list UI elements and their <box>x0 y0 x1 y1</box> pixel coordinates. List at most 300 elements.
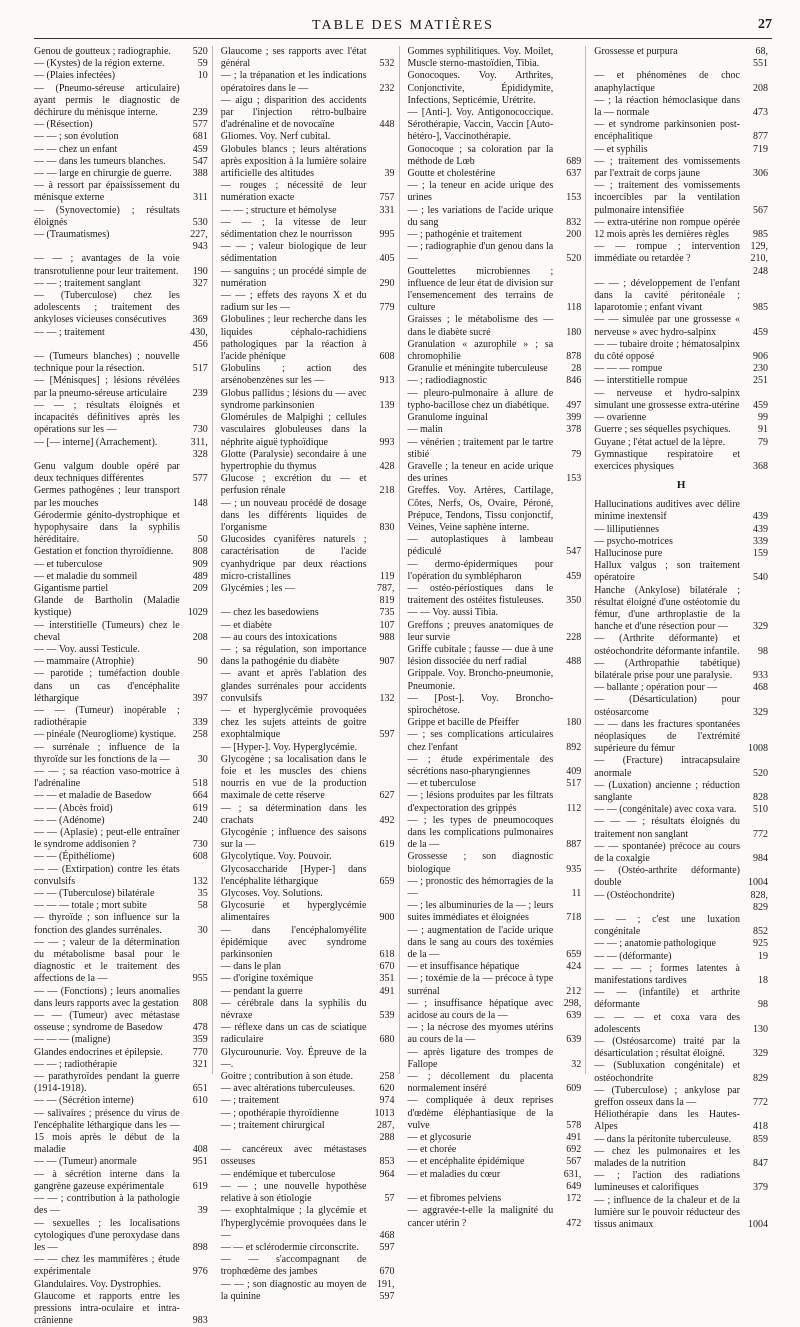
entry-text: — — ; valeur de la détermination du métabolisme basal pour le diagnostic et le traitement des affections de la — <box>34 936 180 985</box>
entry-text: — ; sa détermination dans les crachats <box>220 802 367 826</box>
index-entry <box>408 205 582 229</box>
index-entry <box>221 986 395 998</box>
index-entry <box>221 668 395 705</box>
entry-text: — ; décollement du placenta normalement inséré <box>407 1071 554 1095</box>
entry-text: — ; ses complications articulaires chez l'enfant <box>407 729 554 753</box>
entry-text: — cérébrale dans la syphilis du névraxe <box>220 997 367 1022</box>
entry-text: — cancéreux avec métastases osseuses <box>220 1144 367 1168</box>
index-entry <box>221 961 395 973</box>
entry-page-number: 520 <box>753 767 768 779</box>
entry-text: — — — (maligne) <box>34 1034 111 1046</box>
entry-text: Glande de Bartholin (Maladie kystique) <box>34 595 180 619</box>
index-entry <box>34 1193 208 1217</box>
index-entry <box>594 865 768 889</box>
entry-text: — chez les pulmonaires et les malades de la nutrition <box>594 1145 740 1170</box>
entry-text: — (Arthrite déformante) et ostéochondrite déformante infantile. <box>594 633 740 657</box>
entry-page-number: 399 <box>566 412 582 424</box>
entry-page-number: 153 <box>566 192 582 204</box>
entry-text: — psycho-motrices <box>594 535 673 547</box>
entry-text: — et fibromes pelviens <box>407 1193 502 1205</box>
entry-page-number: 995 <box>379 229 395 241</box>
entry-page-number: 1013 <box>374 1107 395 1119</box>
entry-page-number: 79 <box>758 436 768 448</box>
entry-text: — ; la réaction hémoclasique dans la — normale <box>594 94 740 119</box>
entry-text: — ; les albuminuries de la — ; leurs suites immédiates et éloignées <box>407 900 554 924</box>
entry-text: Granulome inguinal <box>407 412 488 424</box>
entry-text: — et syndrome parkinsonien post-encéphalitique <box>594 119 740 143</box>
entry-text: — lilliputiennes <box>594 523 659 535</box>
index-entry <box>594 719 768 756</box>
index-entry <box>34 827 208 851</box>
index-entry <box>594 437 768 449</box>
index-entry <box>408 668 582 692</box>
index-entry <box>408 437 582 461</box>
index-entry <box>408 1047 582 1071</box>
entry-page-number: 491 <box>379 985 395 997</box>
entry-page-number: 339 <box>192 717 208 729</box>
entry-text: — et tuberculose <box>407 778 476 790</box>
index-entry <box>221 803 395 827</box>
entry-text: — thyroïde ; son influence sur la fonction des glandes surrénales. <box>34 912 180 936</box>
index-entry <box>221 1022 395 1046</box>
entry-page-number: 19 <box>758 950 768 962</box>
entry-text: — — tubaire droite ; hématosalpinx du côté opposé <box>594 338 740 363</box>
entry-page-number: 339 <box>753 535 768 547</box>
entry-page-number: 830 <box>379 521 395 533</box>
index-entry <box>221 180 395 204</box>
entry-text: Glaucome et rapports entre les pressions intra-oculaire et intra-crânienne <box>34 1290 180 1327</box>
index-entry <box>34 58 208 70</box>
entry-text: Glycosaccharide [Hyper-] dans l'encéphalite léthargique <box>220 863 367 887</box>
entry-page-number: 779 <box>379 302 395 314</box>
index-entry <box>408 790 582 814</box>
index-entry <box>408 180 582 204</box>
index-entry <box>34 229 208 253</box>
index-entry <box>34 1059 208 1071</box>
entry-text: — ; la teneur en acide urique des urines <box>407 180 554 204</box>
entry-text: — — simulée par une grossesse « nerveuse » avec hydro-salpinx <box>594 314 740 338</box>
index-entry <box>594 816 768 840</box>
entry-page-number: 619 <box>192 802 208 814</box>
entry-page-number: 329 <box>753 621 768 633</box>
index-column-3 <box>407 46 587 1229</box>
entry-page-number: 472 <box>566 1217 582 1229</box>
entry-text: — et maladie du sommeil <box>34 570 138 582</box>
index-entry <box>221 742 395 754</box>
entry-text: — et hyperglycémie provoquées chez les sujets atteints de goitre exophtalmique <box>220 704 367 741</box>
entry-page-number: 439 <box>753 523 768 535</box>
entry-page-number: 853 <box>379 1156 395 1168</box>
index-entry <box>34 595 208 619</box>
entry-text: — (Subluxation congénitale) et ostéochondrite <box>594 1060 740 1084</box>
index-entry <box>594 548 768 560</box>
entry-text: Gommes syphilitiques. Voy. Moilet, Muscle sterno-mastoïdien, Tibia. <box>407 46 554 70</box>
entry-page-number: 39 <box>197 1205 208 1217</box>
entry-text: — — ; valeur biologique de leur sédimentation <box>220 241 367 265</box>
entry-text: Gravelle ; la teneur en acide urique des urines <box>407 460 554 485</box>
entry-text: — — ; sa réaction vaso-motrice à l'adrénaline <box>34 765 180 790</box>
index-entry <box>34 766 208 790</box>
index-entry <box>34 1169 208 1193</box>
entry-text: Globulines ; leur recherche dans les liquides céphalo-rachidiens pathologiques par la réaction à l'acide phénique <box>220 314 367 363</box>
entry-text: — ; traitement des vomissements par l'extrait de corps jaune <box>594 155 740 180</box>
entry-text: — ; traitement des vomissements incoercibles par la ventilation pulmonaire intensifiée <box>594 180 740 216</box>
index-entry <box>221 705 395 742</box>
entry-page-number: 119 <box>379 570 395 582</box>
entry-text: — — (Fonctions) ; leurs anomalies dans leurs rapports avec la gestation <box>34 985 180 1009</box>
entry-text: — — ; développement de l'enfant dans la cavité péritonéale ; laparotomie ; enfant vivant <box>594 277 740 314</box>
entry-page-number: 517 <box>566 778 582 790</box>
entry-text: — chez les basedowiens <box>220 607 319 619</box>
index-entry <box>34 742 208 766</box>
index-entry <box>594 180 768 217</box>
index-entry <box>594 560 768 584</box>
index-entry <box>221 1108 395 1120</box>
index-entry <box>34 1291 208 1327</box>
entry-text: — (Résection) <box>34 119 93 131</box>
entry-page-number: 18 <box>758 975 768 987</box>
entry-text: Hallucinose pure <box>594 547 663 559</box>
entry-text: Glandes endocrines et épilepsie. <box>34 1046 163 1058</box>
entry-text: — malin <box>407 424 443 436</box>
entry-text: — — — et coxa vara des adolescents <box>594 1011 740 1035</box>
index-entry <box>408 620 582 644</box>
entry-text: — parathyroïdes pendant la guerre (1914-1918). <box>34 1071 180 1095</box>
entry-page-number: 329 <box>753 1048 768 1060</box>
entry-text: Hallucinations auditives avec délire minime inextensif <box>594 499 740 523</box>
index-entry <box>408 973 582 997</box>
entry-page-number: 772 <box>753 1097 768 1109</box>
entry-page-number: 829 <box>753 1072 768 1084</box>
entry-text: — (Tumeurs blanches) ; nouvelle technique pour la résection. <box>34 351 180 375</box>
entry-text: — compliquée à deux reprises d'œdème éléphantiasique de la vulve <box>407 1095 554 1131</box>
entry-text: — ; toxémie de la — précoce à type surrénal <box>407 973 554 997</box>
index-entry <box>221 363 395 387</box>
entry-page-number: 107 <box>379 619 395 631</box>
entry-page-number: 39 <box>384 168 395 180</box>
entry-text: — dans le plan <box>220 961 282 973</box>
entry-text: — — ; résultats éloignés et incapacités définitives après les opérations sur les — <box>34 399 180 436</box>
index-entry <box>221 70 395 94</box>
index-entry <box>594 449 768 473</box>
index-entry <box>221 412 395 449</box>
entry-text: — ; l'action des radiations lumineuses et calorifiques <box>594 1170 740 1194</box>
index-entry <box>408 485 582 534</box>
entry-text: — et syphilis <box>594 143 648 155</box>
entry-page-number: 852 <box>753 926 768 938</box>
index-entry <box>594 278 768 315</box>
entry-text: — — (Adénome) <box>34 814 105 826</box>
entry-text: Globus pallidus ; lésions du — avec syndrome parkinsonien <box>220 387 367 411</box>
entry-page-number: 424 <box>566 961 582 973</box>
entry-text: — endémique et tuberculose <box>220 1168 336 1180</box>
running-title: TABLE DES MATIÈRES <box>312 18 494 33</box>
index-entry <box>408 607 582 619</box>
entry-text: Glandulaires. Voy. Dystrophies. <box>34 1278 162 1290</box>
index-entry <box>408 534 582 558</box>
entry-page-number: 909 <box>192 558 208 570</box>
entry-page-number: 670 <box>379 1266 395 1278</box>
entry-page-number: 631, 649 <box>563 1168 582 1192</box>
index-entry <box>408 461 582 485</box>
entry-page-number: 808 <box>192 546 208 558</box>
entry-text: Graisses ; le métabolisme des — dans le diabète sucré <box>407 314 554 338</box>
index-entry <box>34 803 208 815</box>
entry-page-number: 608 <box>192 851 208 863</box>
entry-text: — ; la trépanation et les indications opératoires dans le — <box>220 70 367 94</box>
index-entry <box>594 241 768 278</box>
entry-text: Glycoses. Voy. Solutions. <box>220 888 323 900</box>
index-entry <box>221 266 395 290</box>
entry-text: — salivaires ; présence du virus de l'encéphalite léthargique dans les — 15 mois après le début de la maladie <box>34 1107 180 1156</box>
entry-text: — (Tuberculose) ; ankylose par greffon osseux dans la — <box>594 1084 740 1109</box>
entry-text: — ; lésions produites par les filtrats d'expectoration des grippés <box>407 790 554 814</box>
index-entry <box>594 536 768 548</box>
index-entry <box>34 375 208 399</box>
index-entry <box>34 900 208 912</box>
index-entry <box>408 241 582 265</box>
index-entry <box>34 485 208 509</box>
index-entry <box>34 583 208 595</box>
entry-page-number: 540 <box>753 572 768 584</box>
index-entry <box>221 1279 395 1303</box>
entry-text: — — chez un enfant <box>34 143 118 155</box>
index-entry <box>408 46 582 70</box>
index-entry <box>408 375 582 387</box>
entry-text: — (Synovectomie) ; résultats éloignés <box>34 204 180 228</box>
index-entry <box>594 987 768 1011</box>
index-entry <box>34 1095 208 1107</box>
entry-text: — ; étude expérimentale des sécrétions naso-pharyngiennes <box>407 753 554 777</box>
index-entry <box>34 1254 208 1278</box>
entry-page-number: 132 <box>379 692 395 704</box>
entry-page-number: 608 <box>379 351 395 363</box>
entry-page-number: 159 <box>753 547 768 559</box>
entry-text: Glucose ; excrétion du — et perfusion rénale <box>220 473 367 497</box>
entry-text: — (Désarticulation) pour ostéosarcome <box>594 694 740 718</box>
entry-page-number: 976 <box>192 1266 208 1278</box>
entry-text: — (Pneumo-séreuse articulaire) ayant permis le diagnostic de déchirure du ménisque interne. <box>34 82 180 119</box>
entry-page-number: 925 <box>753 938 768 950</box>
entry-text: — et tuberculose <box>34 558 103 570</box>
entry-page-number: 329 <box>753 706 768 718</box>
index-entry <box>34 83 208 120</box>
entry-text: — (Ostéosarcome) traité par la désarticulation ; résultat éloigné. <box>594 1036 740 1060</box>
index-entry <box>408 998 582 1022</box>
index-entry <box>221 607 395 619</box>
entry-text: Granulation « azurophile » ; sa chromophilie <box>407 338 554 363</box>
index-entry <box>34 180 208 204</box>
entry-text: Glycosurie et hyperglycémie alimentaires <box>220 900 367 924</box>
entry-page-number: 473 <box>753 107 768 119</box>
entry-page-number: 153 <box>566 473 582 485</box>
index-entry <box>34 986 208 1010</box>
entry-page-number: 847 <box>753 1158 768 1170</box>
index-entry <box>408 1169 582 1193</box>
index-entry <box>221 217 395 241</box>
index-entry <box>408 412 582 424</box>
index-entry <box>221 620 395 632</box>
entry-text: Gymnastique respiratoire et exercices physiques <box>594 448 740 472</box>
index-entry <box>594 375 768 387</box>
entry-text: — et maladies du cœur <box>407 1168 501 1180</box>
index-entry <box>408 363 582 375</box>
entry-page-number: 50 <box>197 534 208 546</box>
entry-text: — avec altérations tuberculeuses. <box>220 1083 356 1095</box>
index-entry <box>408 693 582 717</box>
entry-text: — pleuro-pulmonaire à allure de typho-bacillose chez un diabétique. <box>407 387 554 411</box>
index-entry <box>34 510 208 547</box>
section-letter-heading: H <box>676 479 686 492</box>
entry-text: — ballante ; opération pour — <box>594 682 718 694</box>
entry-text: — — ; contribution à la pathologie des — <box>34 1193 180 1217</box>
index-entry <box>594 1012 768 1036</box>
entry-page-number: 610 <box>192 1095 208 1107</box>
entry-text: — — — ; formes latentes à manifestations tardives <box>594 962 740 987</box>
entry-page-number: 448 <box>379 119 395 131</box>
entry-text: — — large en chirurgie de guerre. <box>34 168 172 180</box>
entry-text: — ; opothérapie thyroïdienne <box>220 1107 339 1119</box>
index-entry <box>221 925 395 962</box>
index-entry <box>408 778 582 790</box>
index-entry <box>594 1109 768 1133</box>
entry-text: Grossesse et purpura <box>594 46 678 57</box>
entry-page-number: 681 <box>192 131 208 143</box>
entry-page-number: 430, 456 <box>190 326 208 350</box>
entry-text: Germes pathogènes ; leur transport par les mouches <box>34 485 180 509</box>
index-entry <box>221 1205 395 1242</box>
entry-page-number: 985 <box>753 302 768 314</box>
entry-text: Glotte (Paralysie) secondaire à une hypertrophie du thymus <box>220 448 367 472</box>
entry-page-number: 680 <box>379 1034 395 1046</box>
entry-text: Greffes. Voy. Artères, Cartilage, Côtes, Nerfs, Os, Ovaire, Péroné, Prépuce, Tendons, Tissu conjonctif, Veines, Veine saphène interne. <box>407 485 554 533</box>
entry-text: — [Post-]. Voy. Broncho-spirochétose. <box>407 692 554 716</box>
index-entry <box>34 571 208 583</box>
entry-text: Guyane ; l'état actuel de la lèpre. <box>594 436 726 448</box>
entry-page-number: 547 <box>566 546 582 558</box>
index-entry <box>34 1279 208 1291</box>
index-entry <box>34 1108 208 1157</box>
entry-text: — — ; son évolution <box>34 131 119 143</box>
entry-page-number: 331 <box>379 204 395 216</box>
entry-page-number: 298, 639 <box>563 997 582 1022</box>
entry-text: Grippale. Voy. Broncho-pneumonie, Pneumonie. <box>407 668 554 692</box>
entry-page-number: 468 <box>753 682 768 694</box>
entry-text: — ; radiographie d'un genou dans la — <box>407 241 554 265</box>
entry-page-number: 670 <box>379 961 395 973</box>
entry-text: — réflexe dans un cas de sciatique radiculaire <box>220 1022 367 1046</box>
index-entry <box>594 217 768 241</box>
index-entry <box>594 388 768 412</box>
entry-page-number: 659 <box>566 949 582 961</box>
entry-page-number: 993 <box>379 436 395 448</box>
entry-page-number: 90 <box>197 656 208 668</box>
entry-page-number: 578 <box>566 1119 582 1131</box>
index-entry <box>34 400 208 437</box>
entry-page-number: 517 <box>192 363 208 375</box>
entry-text: — — (congénitale) avec coxa vara. <box>594 804 737 816</box>
entry-text: — — ; une nouvelle hypothèse relative à son étiologie <box>220 1180 367 1205</box>
entry-page-number: 757 <box>379 192 395 204</box>
entry-text: — — (Sécrétion interne) <box>34 1095 134 1107</box>
entry-page-number: 808 <box>192 997 208 1009</box>
entry-page-number: 520 <box>566 253 582 265</box>
index-entry <box>221 46 395 70</box>
entry-text: Globulins ; action des arsénobenzènes sur les — <box>220 363 367 387</box>
index-entry <box>221 1120 395 1144</box>
entry-page-number: 846 <box>566 375 582 387</box>
entry-page-number: 719 <box>753 143 768 155</box>
entry-page-number: 828, 829 <box>750 889 768 913</box>
entry-page-number: 892 <box>566 741 582 753</box>
entry-page-number: 129, 210, 248 <box>750 241 768 277</box>
index-entry <box>34 851 208 863</box>
entry-text: Glaucome ; ses rapports avec l'état général <box>220 46 367 70</box>
entry-page-number: 609 <box>566 1083 582 1095</box>
entry-text: — ; la nécrose des myomes utérins au cours de la — <box>407 1022 554 1046</box>
index-entry <box>34 70 208 82</box>
index-entry <box>34 1034 208 1046</box>
index-entry <box>594 890 768 914</box>
entry-text: — (Tuberculose) chez les adolescents ; traitement des ankyloses vicieuses consécutives <box>34 290 180 326</box>
entry-page-number: 368 <box>753 460 768 472</box>
index-entry <box>221 1095 395 1107</box>
index-entry <box>34 290 208 327</box>
index-entry <box>408 144 582 168</box>
entry-page-number: 618 <box>379 949 395 961</box>
entry-text: — ; traitement chirurgical <box>220 1119 325 1131</box>
entry-text: Gérodermie génito-dystrophique et hypophysaire dans la syphilis héréditaire. <box>34 509 180 546</box>
index-entry <box>34 668 208 705</box>
index-entry <box>594 1146 768 1170</box>
index-entry <box>408 900 582 924</box>
index-entry <box>34 559 208 571</box>
entry-text: — à sécrétion interne dans la gangrène gazeuse expérimentale <box>34 1168 180 1192</box>
entry-text: Globules blancs ; leurs altérations après exposition à la lumière solaire artificielle des altitudes <box>220 143 367 180</box>
index-entry <box>408 229 582 241</box>
entry-text: — — Voy. aussi Testicule. <box>34 643 140 655</box>
entry-text: — (Kystes) de la région externe. <box>34 58 165 70</box>
index-entry <box>408 851 582 875</box>
entry-text: — — Voy. aussi Tibia. <box>407 607 499 619</box>
index-entry <box>221 473 395 497</box>
entry-text: — — — rompue <box>594 363 663 375</box>
entry-text: — nerveuse et hydro-salpinx simulant une grossesse extra-utérine <box>594 387 740 411</box>
index-entry <box>34 644 208 656</box>
entry-page-number: 68, 551 <box>753 46 768 70</box>
index-entry <box>408 961 582 973</box>
entry-page-number: 567 <box>753 204 768 216</box>
entry-text: — et insuffisance hépatique <box>407 961 520 973</box>
entry-page-number: 227, 943 <box>190 229 208 253</box>
index-entry <box>408 644 582 668</box>
entry-text: Hanche (Ankylose) bilatérale ; résultat éloigné d'une ostéotomie du fémur, d'une arthroplastie de la hanche et d'une résection pour — <box>594 584 740 633</box>
entry-page-number: 859 <box>753 1133 768 1145</box>
index-entry <box>221 1181 395 1205</box>
index-entry <box>221 754 395 803</box>
entry-page-number: 139 <box>379 399 395 411</box>
entry-page-number: 832 <box>566 216 582 228</box>
entry-text: — (Ostéochondrite) <box>594 889 675 901</box>
entry-page-number: 900 <box>379 912 395 924</box>
entry-page-number: 208 <box>753 82 768 94</box>
index-entry <box>408 925 582 962</box>
entry-page-number: 692 <box>566 1144 582 1156</box>
entry-text: Gigantisme partiel <box>34 582 109 594</box>
entry-text: — — et sclérodermie circonscrite. <box>220 1241 359 1253</box>
entry-text: — — (Tumeur) avec métastase osseuse ; syndrome de Basedow <box>34 1010 180 1034</box>
entry-text: — — ; son diagnostic au moyen de la quinine <box>220 1278 367 1302</box>
